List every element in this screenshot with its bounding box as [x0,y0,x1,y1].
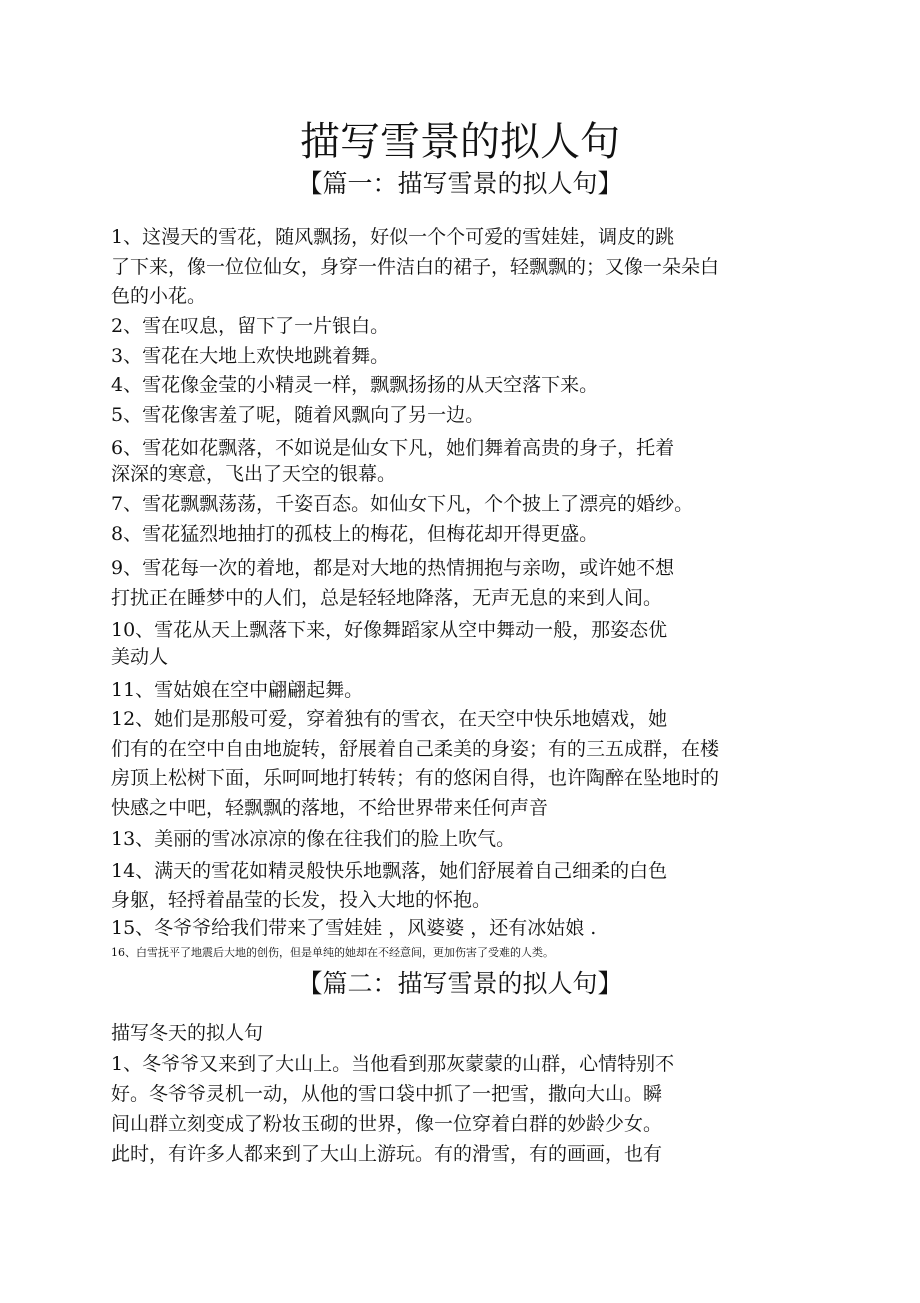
paragraph-line: 11、雪姑娘在空中翩翩起舞。 [111,679,364,701]
section2-heading: 【篇二：描写雪景的拟人句】 [297,969,623,998]
paragraph-line: 快感之中吧，轻飘飘的落地，不给世界带来任何声音 [111,797,549,819]
paragraph-line: 1、冬爷爷又来到了大山上。当他看到那灰蒙蒙的山群，心情特别不 [111,1053,675,1075]
section1-heading: 【篇一：描写雪景的拟人句】 [297,169,623,198]
paragraph-line: 7、雪花飘飘荡荡，千姿百态。如仙女下凡，个个披上了漂亮的婚纱。 [111,493,694,515]
paragraph-line: 好。冬爷爷灵机一动，从他的雪口袋中抓了一把雪，撒向大山。瞬 [111,1083,663,1105]
paragraph-line: 13、美丽的雪冰凉凉的像在往我们的脸上吹气。 [111,828,516,850]
paragraph-line: 5、雪花像害羞了呢，随着风飘向了另一边。 [111,404,485,426]
paragraph-line: 间山群立刻变成了粉妆玉砌的世界，像一位穿着白群的妙龄少女。 [111,1113,663,1135]
paragraph-line: 12、她们是那般可爱，穿着独有的雪衣，在天空中快乐地嬉戏，她 [111,708,668,730]
paragraph-line: 身躯，轻捋着晶莹的长发，投入大地的怀抱。 [111,889,492,911]
paragraph-line: 10、雪花从天上飘落下来，好像舞蹈家从空中舞动一般，那姿态优 [111,619,668,641]
paragraph-line: 8、雪花猛烈地抽打的孤枝上的梅花，但梅花却开得更盛。 [111,523,599,545]
paragraph-line: 2、雪在叹息，留下了一片银白。 [111,315,390,337]
paragraph-line: 们有的在空中自由地旋转，舒展着自己柔美的身姿；有的三五成群，在楼 [111,738,720,760]
paragraph-line: 美动人 [111,646,169,668]
paragraph-line: 房顶上松树下面，乐呵呵地打转转；有的悠闲自得，也许陶醉在坠地时的 [111,767,720,789]
paragraph-line: 6、雪花如花飘落，不如说是仙女下凡，她们舞着高贵的身子，托着 [111,437,675,459]
paragraph-line: 9、雪花每一次的着地，都是对大地的热情拥抱与亲吻，或许她不想 [111,557,675,579]
paragraph-line: 描写冬天的拟人句 [111,1022,264,1044]
paragraph-line: 了下来，像一位位仙女，身穿一件洁白的裙子，轻飘飘的；又像一朵朵白 [111,256,720,278]
paragraph-line: 1、这漫天的雪花，随风飘扬，好似一个个可爱的雪娃娃，调皮的跳 [111,226,675,248]
paragraph-line-small: 16、白雪抚平了地震后大地的创伤，但是单纯的她却在不经意间，更加伤害了受难的人类。 [111,946,554,959]
paragraph-line: 15、冬爷爷给我们带来了雪娃娃 ，风婆婆 ，还有冰姑娘 . [111,917,597,939]
paragraph-line: 此时，有许多人都来到了大山上游玩。有的滑雪，有的画画，也有 [111,1143,663,1165]
paragraph-line: 4、雪花像金莹的小精灵一样，飘飘扬扬的从天空落下来。 [111,374,599,396]
paragraph-line: 14、满天的雪花如精灵般快乐地飘落，她们舒展着自己细柔的白色 [111,860,668,882]
paragraph-line: 3、雪花在大地上欢快地跳着舞。 [111,345,390,367]
paragraph-line: 打扰正在睡梦中的人们，总是轻轻地降落，无声无息的来到人间。 [111,587,663,609]
paragraph-line: 色的小花。 [111,285,207,307]
paragraph-line: 深深的寒意，飞出了天空的银幕。 [111,463,397,485]
document-title: 描写雪景的拟人句 [300,119,620,165]
